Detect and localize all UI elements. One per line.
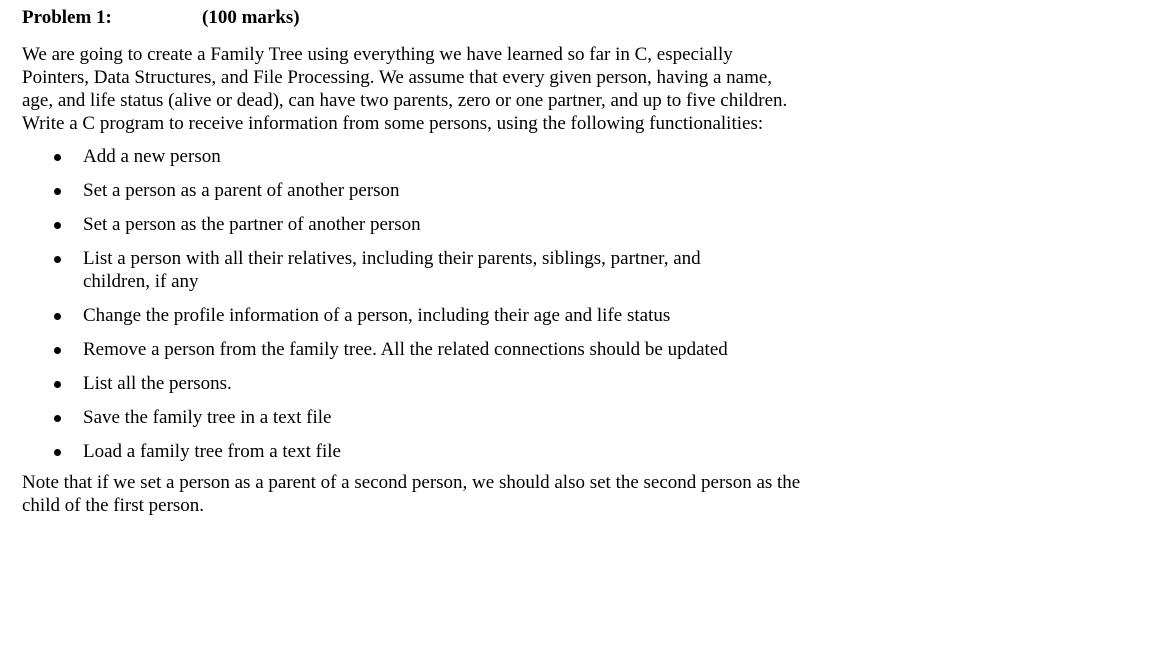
- bullet-icon: [54, 381, 61, 388]
- problem-description: We are going to create a Family Tree using everything we have learned so far in C, especially Pointers, Data Structures, and File Processing. We assume that every given person, having a name, age, and life status (alive or dead), can have two parents, zero or one partner, and up to five children. Write a C program to receive information from some persons, using the following functionalities:: [22, 44, 788, 134]
- bullet-icon: [54, 449, 61, 456]
- bullet-icon: [54, 222, 61, 229]
- list-item: [22, 338, 763, 361]
- list-item-text: List all the persons.: [83, 373, 232, 394]
- problem-marks: (100 marks): [202, 7, 300, 28]
- list-item-text: Set a person as a parent of another person: [83, 180, 400, 201]
- list-item-text: Remove a person from the family tree. All the related connections should be updated: [83, 339, 728, 360]
- list-item: [22, 179, 763, 202]
- bullet-icon: [54, 347, 61, 354]
- bullet-icon: [54, 415, 61, 422]
- list-item: [22, 213, 763, 236]
- list-item-text: Change the profile information of a person, including their age and life status: [83, 305, 671, 326]
- list-item: [22, 440, 763, 463]
- list-item: [22, 406, 763, 429]
- problem-note: Note that if we set a person as a parent of a second person, we should also set the second person as the child of the first person.: [22, 472, 801, 516]
- list-item: [22, 304, 763, 327]
- problem-title: Problem 1:: [22, 7, 112, 28]
- list-item-text: Add a new person: [83, 146, 221, 167]
- list-item-text: Load a family tree from a text file: [83, 441, 341, 462]
- bullet-icon: [54, 256, 61, 263]
- bullet-icon: [54, 154, 61, 161]
- functionality-list: [22, 145, 802, 463]
- bullet-icon: [54, 188, 61, 195]
- list-item: [22, 247, 763, 293]
- list-item-text: Save the family tree in a text file: [83, 407, 332, 428]
- document-page: [22, 6, 802, 517]
- list-item-text: Set a person as the partner of another person: [83, 214, 421, 235]
- list-item: [22, 372, 763, 395]
- list-item-text: List a person with all their relatives, including their parents, siblings, partner, and children, if any: [83, 248, 701, 292]
- problem-heading: [22, 6, 802, 30]
- bullet-icon: [54, 313, 61, 320]
- list-item: [22, 145, 763, 168]
